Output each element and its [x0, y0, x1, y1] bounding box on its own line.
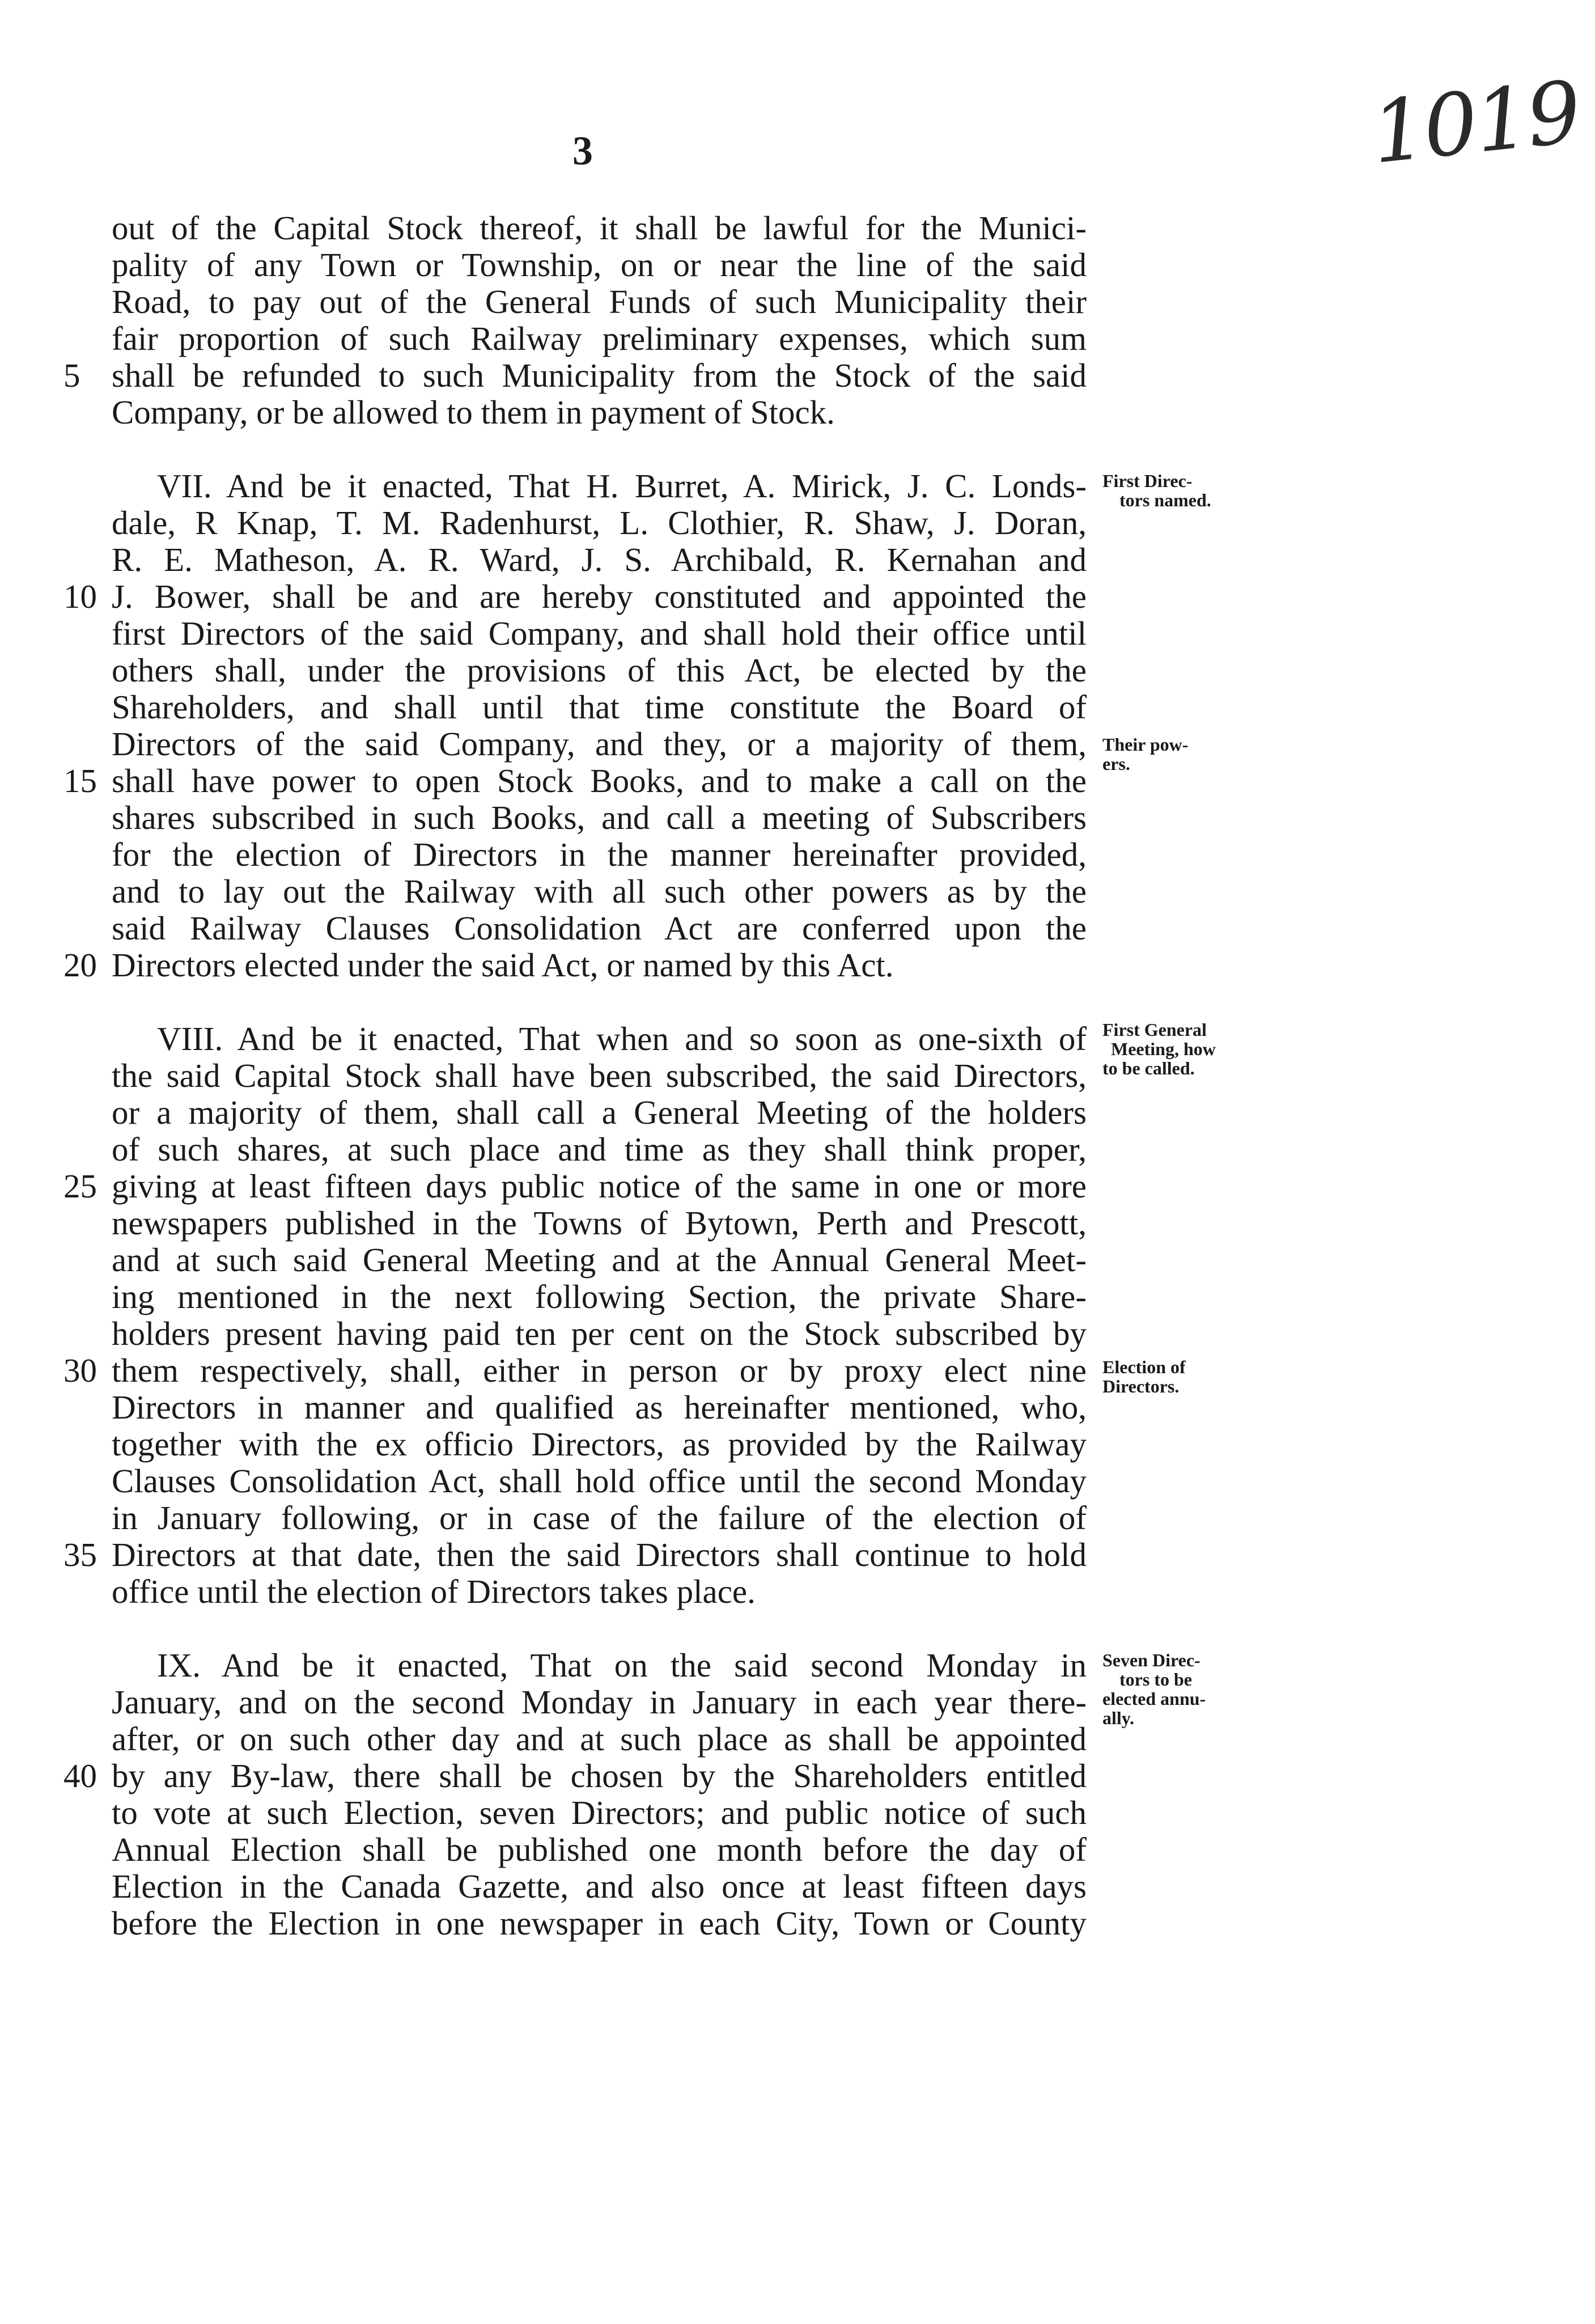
text-line: Directors at that date, then the said Directors shall continue to hold	[112, 1536, 1087, 1573]
text-line: R. E. Matheson, A. R. Ward, J. S. Archibald, R. Kernahan and	[112, 541, 1087, 578]
line-number: 15	[63, 762, 97, 799]
text-line: VII. And be it enacted, That H. Burret, A. Mirick, J. C. Londs-	[157, 468, 1087, 505]
line-number: 20	[63, 946, 97, 984]
text-line: the said Capital Stock shall have been subscribed, the said Directors,	[112, 1057, 1087, 1094]
text-line: IX. And be it enacted, That on the said second Monday in	[157, 1647, 1087, 1684]
text-line: fair proportion of such Railway preliminary expenses, which sum	[112, 320, 1087, 357]
text-line: shall have power to open Stock Books, and to make a call on the	[112, 763, 1087, 799]
text-line: and to lay out the Railway with all such other powers as by the	[112, 873, 1087, 910]
text-line: dale, R Knap, T. M. Radenhurst, L. Clothier, R. Shaw, J. Doran,	[112, 505, 1087, 541]
text-line: January, and on the second Monday in January in each year there-	[112, 1684, 1087, 1721]
text-line: shall be refunded to such Municipality from the Stock of the said	[112, 357, 1087, 394]
text-line: Clauses Consolidation Act, shall hold office until the second Monday	[112, 1463, 1087, 1500]
text-line: to vote at such Election, seven Directors; and public notice of such	[112, 1794, 1087, 1831]
text-line: Directors elected under the said Act, or named by this Act.	[112, 947, 894, 984]
text-line: for the election of Directors in the manner hereinafter provided,	[112, 836, 1087, 873]
text-line: and at such said General Meeting and at the Annual General Meet-	[112, 1242, 1087, 1279]
margin-note: ally.	[1102, 1708, 1135, 1728]
text-line: Shareholders, and shall until that time constitute the Board of	[112, 689, 1087, 726]
text-line: holders present having paid ten per cent on the Stock subscribed by	[112, 1315, 1087, 1352]
text-line: out of the Capital Stock thereof, it shall be lawful for the Munici-	[112, 210, 1087, 247]
line-number: 25	[63, 1167, 97, 1205]
text-line: Company, or be allowed to them in payment of Stock.	[112, 394, 835, 431]
margin-note: Meeting, how	[1111, 1039, 1216, 1059]
margin-note: tors named.	[1119, 490, 1211, 510]
margin-note: First General	[1102, 1019, 1207, 1040]
text-line: VIII. And be it enacted, That when and so soon as one-sixth of	[157, 1021, 1087, 1057]
text-line: shares subscribed in such Books, and call a meeting of Subscribers	[112, 799, 1087, 836]
margin-note: ers.	[1102, 753, 1130, 774]
handwritten-folio-number: 1019	[1367, 63, 1584, 183]
text-line: before the Election in one newspaper in each City, Town or County	[112, 1905, 1087, 1942]
line-number: 10	[63, 578, 97, 615]
line-number: 5	[63, 357, 80, 394]
margin-note: Election of	[1102, 1357, 1186, 1377]
margin-note: Seven Direc-	[1102, 1650, 1201, 1670]
margin-note: Directors.	[1102, 1376, 1180, 1396]
text-line: of such shares, at such place and time as they shall think proper,	[112, 1131, 1087, 1168]
text-line: Road, to pay out of the General Funds of such Municipality their	[112, 283, 1087, 320]
margin-note: Their pow-	[1102, 734, 1189, 755]
text-line: first Directors of the said Company, and shall hold their office until	[112, 615, 1087, 652]
text-line: J. Bower, shall be and are hereby constituted and appointed the	[112, 578, 1087, 615]
text-line: said Railway Clauses Consolidation Act are conferred upon the	[112, 910, 1087, 947]
text-line: newspapers published in the Towns of Bytown, Perth and Prescott,	[112, 1205, 1087, 1242]
text-line: together with the ex officio Directors, as provided by the Railway	[112, 1426, 1087, 1463]
text-line: or a majority of them, shall call a General Meeting of the holders	[112, 1094, 1087, 1131]
text-line: by any By-law, there shall be chosen by the Shareholders entitled	[112, 1758, 1087, 1794]
text-line: office until the election of Directors takes place.	[112, 1573, 756, 1610]
text-line: in January following, or in case of the failure of the election of	[112, 1500, 1087, 1536]
text-line: Election in the Canada Gazette, and also once at least fifteen days	[112, 1868, 1087, 1905]
text-line: ing mentioned in the next following Section, the private Share-	[112, 1279, 1087, 1315]
text-line: others shall, under the provisions of this Act, be elected by the	[112, 652, 1087, 689]
text-line: after, or on such other day and at such place as shall be appointed	[112, 1721, 1087, 1758]
text-line: Annual Election shall be published one month before the day of	[112, 1831, 1087, 1868]
text-line: pality of any Town or Township, on or near the line of the said	[112, 247, 1087, 283]
margin-note: elected annu-	[1102, 1688, 1206, 1709]
margin-note: to be called.	[1102, 1058, 1195, 1078]
text-line: them respectively, shall, either in person or by proxy elect nine	[112, 1352, 1087, 1389]
margin-note: First Direc-	[1102, 471, 1193, 491]
margin-note: tors to be	[1119, 1669, 1192, 1690]
text-line: Directors in manner and qualified as hereinafter mentioned, who,	[112, 1389, 1087, 1426]
line-number: 40	[63, 1757, 97, 1794]
line-number: 30	[63, 1352, 97, 1389]
text-line: giving at least fifteen days public notice of the same in one or more	[112, 1168, 1087, 1205]
page-number: 3	[572, 128, 593, 173]
line-number: 35	[63, 1536, 97, 1573]
text-line: Directors of the said Company, and they, or a majority of them,	[112, 726, 1087, 763]
